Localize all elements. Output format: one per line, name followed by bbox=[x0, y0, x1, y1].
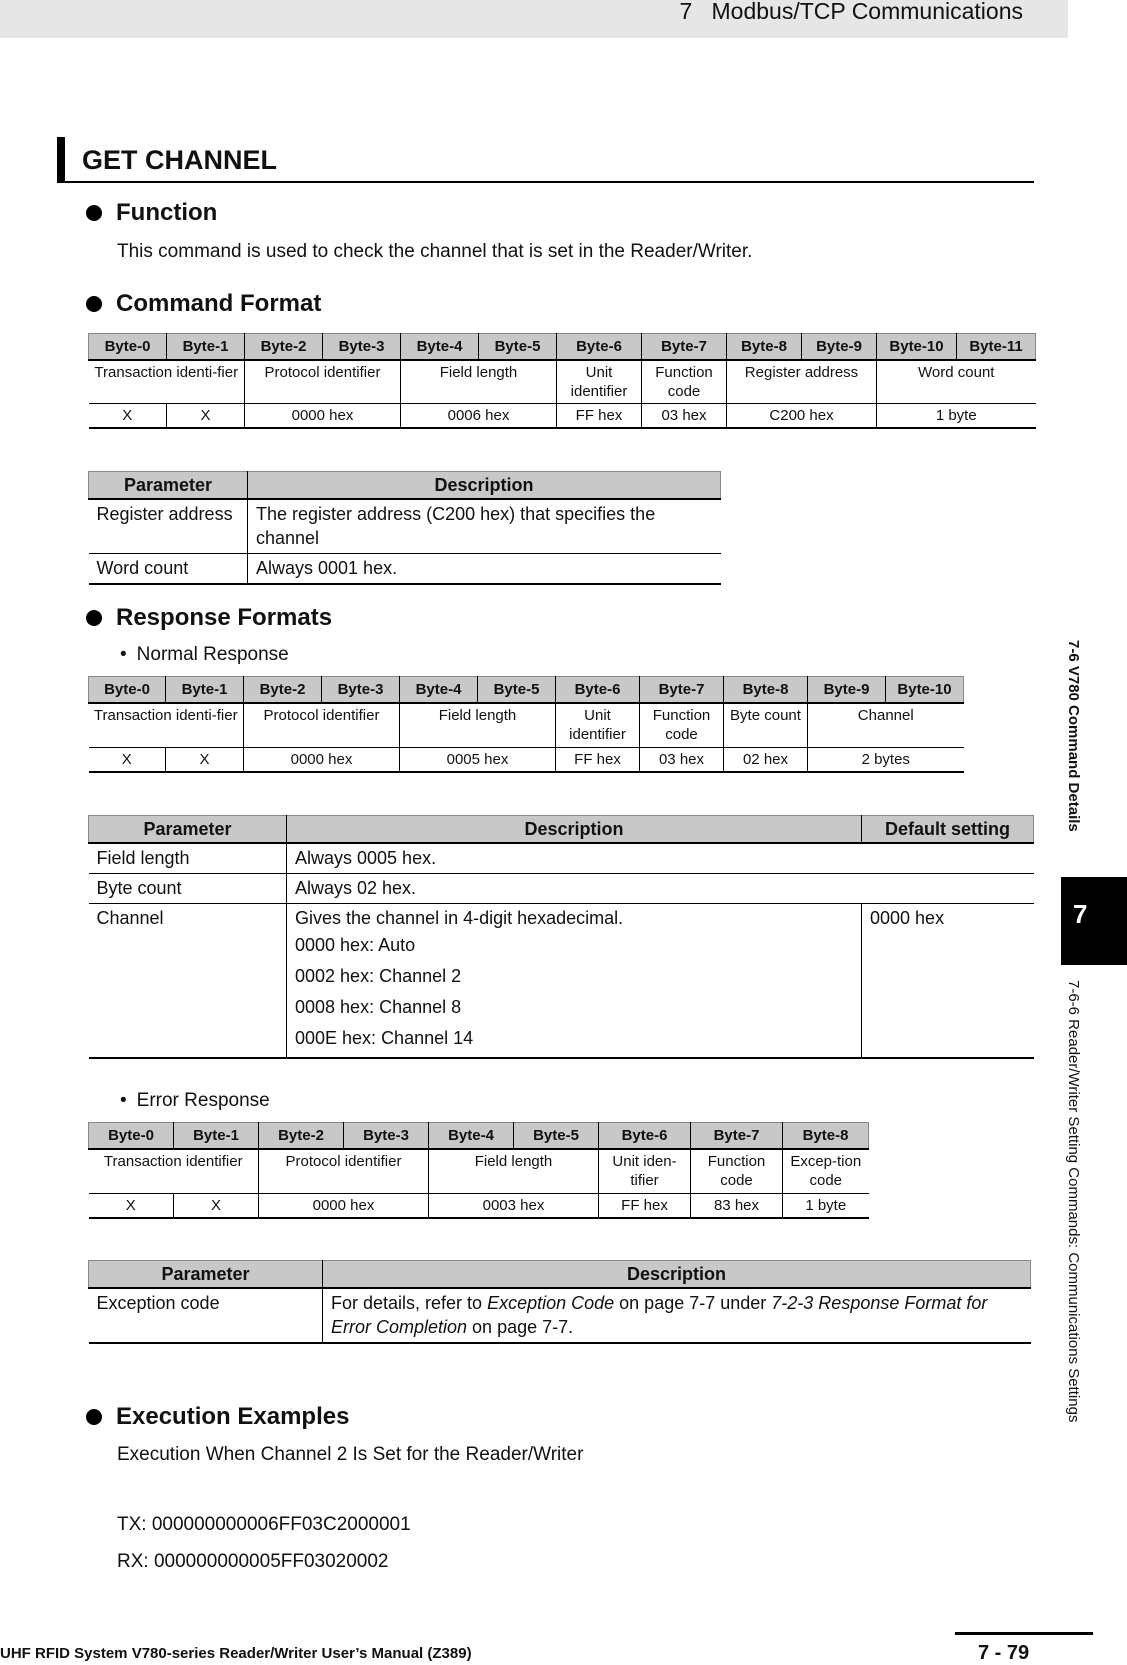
header-cell: Byte-9 bbox=[808, 677, 886, 704]
table-cell: FF hex bbox=[557, 404, 642, 429]
header-cell: Description bbox=[248, 472, 721, 500]
header-cell: Byte-3 bbox=[322, 677, 400, 704]
table-cell: 1 byte bbox=[877, 404, 1036, 429]
table-cell: Function code bbox=[642, 360, 727, 404]
header-cell: Description bbox=[287, 816, 862, 844]
table-cell: Unit iden-tifier bbox=[599, 1149, 691, 1193]
table-row bbox=[89, 874, 1034, 904]
table-cell: Word count bbox=[877, 360, 1036, 404]
table-cell: 03 hex bbox=[642, 404, 727, 429]
command-params-table bbox=[88, 471, 721, 585]
param-cell: Field length bbox=[89, 843, 287, 874]
page-number: 7 - 79 bbox=[978, 1642, 1030, 1664]
desc-cell: The register address (C200 hex) that specifies the channel bbox=[248, 499, 721, 554]
param-cell: Exception code bbox=[89, 1288, 323, 1343]
header-cell: Byte-4 bbox=[401, 334, 479, 361]
desc-text: For details, refer to bbox=[331, 1293, 488, 1313]
header-cell: Byte-7 bbox=[691, 1123, 783, 1150]
normal-response-table bbox=[88, 676, 964, 773]
header-cell: Byte-7 bbox=[640, 677, 724, 704]
bullet-icon bbox=[86, 610, 102, 626]
desc-line: 0008 hex: Channel 8 bbox=[295, 997, 462, 1017]
table-cell: 0003 hex bbox=[429, 1193, 599, 1218]
small-bullet-icon: • bbox=[120, 644, 127, 665]
header-cell: Byte-9 bbox=[802, 334, 877, 361]
table-cell: Field length bbox=[401, 360, 557, 404]
table-cell: X bbox=[167, 404, 245, 429]
table-header-row bbox=[89, 677, 964, 704]
header-cell: Byte-8 bbox=[727, 334, 802, 361]
chapter-tab-number: 7 bbox=[1073, 899, 1088, 929]
bullet-icon bbox=[86, 1409, 102, 1425]
table-row bbox=[89, 554, 721, 585]
table-header-row bbox=[89, 334, 1036, 361]
execution-heading bbox=[86, 1403, 349, 1431]
table-cell: X bbox=[174, 1193, 259, 1218]
table-row bbox=[89, 499, 721, 554]
header-cell: Byte-1 bbox=[167, 334, 245, 361]
response-format-reference: 7-2-3 Response Format for Error Completion bbox=[331, 1293, 988, 1337]
table-cell: 2 bytes bbox=[808, 747, 964, 772]
footer-divider bbox=[955, 1632, 1093, 1635]
desc-text: on page 7-7 under bbox=[614, 1293, 772, 1313]
header-cell: Byte-0 bbox=[89, 334, 167, 361]
table-cell: X bbox=[89, 1193, 174, 1218]
header-cell: Byte-2 bbox=[259, 1123, 344, 1150]
header-cell: Byte-2 bbox=[245, 334, 323, 361]
table-cell: 02 hex bbox=[724, 747, 808, 772]
table-cell: Register address bbox=[727, 360, 877, 404]
header-cell: Description bbox=[323, 1261, 1031, 1289]
table-cell: 83 hex bbox=[691, 1193, 783, 1218]
header-cell: Parameter bbox=[89, 472, 248, 500]
header-cell: Byte-10 bbox=[886, 677, 964, 704]
table-row bbox=[89, 360, 1036, 404]
header-cell: Byte-6 bbox=[557, 334, 642, 361]
table-cell: X bbox=[166, 747, 244, 772]
param-cell: Channel bbox=[89, 904, 287, 1059]
command-format-table bbox=[88, 333, 1036, 429]
header-cell: Byte-4 bbox=[429, 1123, 514, 1150]
header-cell: Byte-8 bbox=[724, 677, 808, 704]
desc-line: 0002 hex: Channel 2 bbox=[295, 966, 462, 986]
table-row bbox=[89, 1193, 869, 1218]
footer-manual-title: UHF RFID System V780-series Reader/Writer User’s Manual (Z389) bbox=[0, 1645, 472, 1662]
table-cell: Byte count bbox=[724, 703, 808, 747]
exception-code-reference: Exception Code bbox=[487, 1293, 615, 1313]
table-cell: C200 hex bbox=[727, 404, 877, 429]
table-row bbox=[89, 1149, 869, 1193]
function-heading-text: Function bbox=[116, 199, 218, 226]
table-cell: Channel bbox=[808, 703, 964, 747]
chapter-tab bbox=[1061, 877, 1127, 965]
header-cell: Byte-10 bbox=[877, 334, 957, 361]
header-cell: Byte-3 bbox=[344, 1123, 429, 1150]
rx-line: RX: 000000000005FF03020002 bbox=[117, 1551, 389, 1572]
header-cell: Byte-0 bbox=[89, 677, 166, 704]
table-cell: Transaction identi-fier bbox=[89, 360, 245, 404]
desc-cell: Always 02 hex. bbox=[287, 874, 1034, 904]
table-row bbox=[89, 1288, 1031, 1343]
execution-heading-text: Execution Examples bbox=[116, 1403, 350, 1430]
header-cell: Byte-3 bbox=[323, 334, 401, 361]
table-cell: 03 hex bbox=[640, 747, 724, 772]
desc-cell bbox=[323, 1288, 1031, 1343]
table-header-row bbox=[89, 1123, 869, 1150]
desc-line: Gives the channel in 4-digit hexadecimal. bbox=[295, 908, 624, 928]
table-cell: Transaction identifier bbox=[89, 1149, 259, 1193]
table-cell: 0006 hex bbox=[401, 404, 557, 429]
table-cell: 0000 hex bbox=[244, 747, 400, 772]
table-cell: Transaction identi-fier bbox=[89, 703, 244, 747]
section-title-text: GET CHANNEL bbox=[82, 145, 277, 175]
desc-line: 000E hex: Channel 14 bbox=[295, 1028, 474, 1048]
table-cell: 0000 hex bbox=[259, 1193, 429, 1218]
table-row bbox=[89, 843, 1034, 874]
header-bar bbox=[0, 0, 1068, 38]
table-header-row bbox=[89, 816, 1034, 844]
section-title bbox=[57, 137, 1034, 183]
table-cell: Protocol identifier bbox=[244, 703, 400, 747]
header-cell: Byte-5 bbox=[479, 334, 557, 361]
table-row bbox=[89, 703, 964, 747]
header-cell: Byte-2 bbox=[244, 677, 322, 704]
table-header-row bbox=[89, 1261, 1031, 1289]
header-cell: Byte-5 bbox=[514, 1123, 599, 1150]
table-cell: X bbox=[89, 404, 167, 429]
normal-params-table bbox=[88, 815, 1034, 1059]
normal-response-label-text: Normal Response bbox=[136, 644, 289, 665]
table-row bbox=[89, 904, 1034, 1059]
execution-subtitle: Execution When Channel 2 Is Set for the Reader/Writer bbox=[117, 1444, 584, 1465]
table-cell: 0005 hex bbox=[400, 747, 556, 772]
table-cell: FF hex bbox=[599, 1193, 691, 1218]
table-cell: 1 byte bbox=[783, 1193, 869, 1218]
header-cell: Byte-1 bbox=[166, 677, 244, 704]
header-cell: Byte-5 bbox=[478, 677, 556, 704]
desc-cell: Always 0005 hex. bbox=[287, 843, 1034, 874]
table-cell: 0000 hex bbox=[245, 404, 401, 429]
header-cell: Byte-7 bbox=[642, 334, 727, 361]
table-cell: Unit identifier bbox=[556, 703, 640, 747]
header-cell: Parameter bbox=[89, 816, 287, 844]
header-cell: Byte-1 bbox=[174, 1123, 259, 1150]
desc-cell bbox=[287, 904, 862, 1059]
header-cell: Parameter bbox=[89, 1261, 323, 1289]
response-formats-heading bbox=[86, 604, 332, 632]
param-cell: Word count bbox=[89, 554, 248, 585]
table-header-row bbox=[89, 472, 721, 500]
command-format-heading-text: Command Format bbox=[116, 290, 322, 317]
header-cell: Byte-11 bbox=[957, 334, 1036, 361]
desc-line: 0000 hex: Auto bbox=[295, 935, 416, 955]
table-cell: Protocol identifier bbox=[245, 360, 401, 404]
bullet-icon bbox=[86, 205, 102, 221]
chapter-title: 7 Modbus/TCP Communications bbox=[679, 0, 1023, 24]
table-cell: Function code bbox=[640, 703, 724, 747]
table-cell: Field length bbox=[400, 703, 556, 747]
table-cell: FF hex bbox=[556, 747, 640, 772]
side-subsection-label bbox=[1065, 980, 1091, 1480]
desc-cell: Always 0001 hex. bbox=[248, 554, 721, 585]
table-cell: Function code bbox=[691, 1149, 783, 1193]
table-row bbox=[89, 404, 1036, 429]
table-cell: Unit identifier bbox=[557, 360, 642, 404]
header-cell: Byte-4 bbox=[400, 677, 478, 704]
side-subsection-label-text: 7-6-6 Reader/Writer Setting Commands: Communications Settings bbox=[1065, 980, 1082, 1423]
error-params-table bbox=[88, 1260, 1031, 1344]
desc-text: on page 7-7. bbox=[467, 1317, 574, 1337]
param-cell: Register address bbox=[89, 499, 248, 554]
default-cell: 0000 hex bbox=[862, 904, 1034, 1059]
error-response-label bbox=[120, 1090, 270, 1112]
error-response-label-text: Error Response bbox=[136, 1090, 270, 1111]
tx-line: TX: 000000000006FF03C2000001 bbox=[117, 1514, 411, 1535]
side-section-label-text: 7-6 V780 Command Details bbox=[1065, 640, 1082, 832]
function-text: This command is used to check the channel that is set in the Reader/Writer. bbox=[117, 241, 753, 262]
side-section-label bbox=[1065, 640, 1091, 858]
function-heading bbox=[86, 199, 217, 227]
table-cell: X bbox=[89, 747, 166, 772]
header-cell: Byte-6 bbox=[556, 677, 640, 704]
small-bullet-icon: • bbox=[120, 1090, 127, 1111]
header-cell: Byte-0 bbox=[89, 1123, 174, 1150]
command-format-heading bbox=[86, 290, 321, 318]
table-row bbox=[89, 747, 964, 772]
normal-response-label bbox=[120, 644, 289, 666]
response-formats-heading-text: Response Formats bbox=[116, 604, 333, 631]
table-cell: Field length bbox=[429, 1149, 599, 1193]
table-cell: Excep-tion code bbox=[783, 1149, 869, 1193]
header-cell: Default setting bbox=[862, 816, 1034, 844]
param-cell: Byte count bbox=[89, 874, 287, 904]
header-cell: Byte-6 bbox=[599, 1123, 691, 1150]
bullet-icon bbox=[86, 296, 102, 312]
error-response-table bbox=[88, 1122, 869, 1219]
header-cell: Byte-8 bbox=[783, 1123, 869, 1150]
table-cell: Protocol identifier bbox=[259, 1149, 429, 1193]
